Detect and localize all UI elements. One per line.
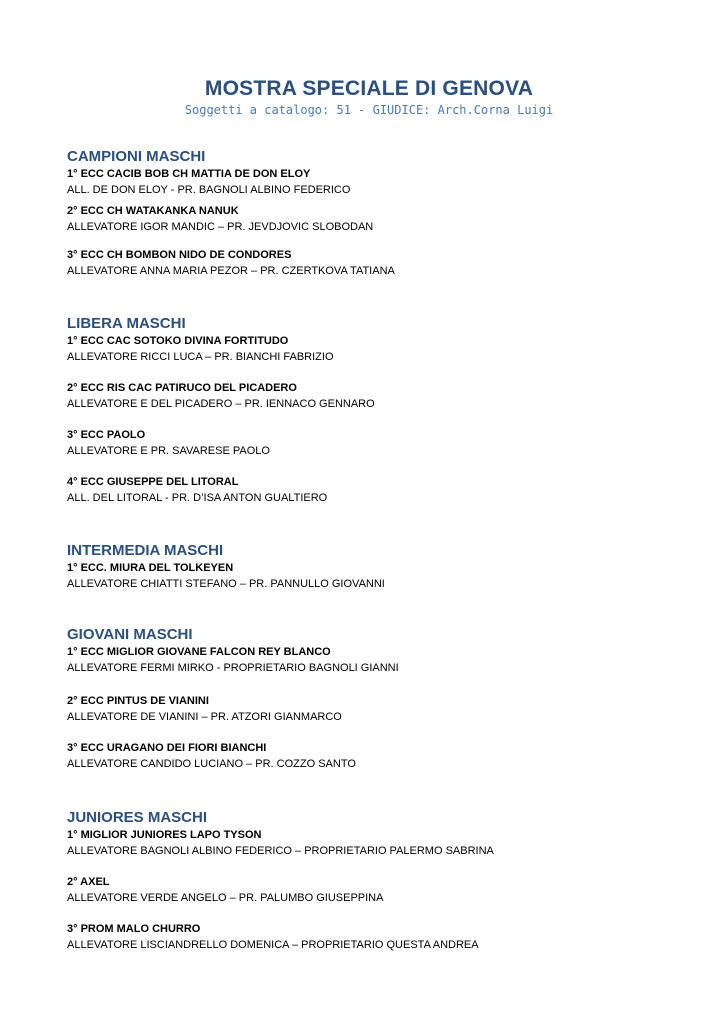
result-entry (67, 381, 687, 412)
result-entry (67, 475, 687, 506)
section-campioni-maschi (67, 148, 687, 279)
entry-detail: ALLEVATORE E PR. SAVARESE PAOLO (67, 445, 270, 457)
entry-title: 3° ECC URAGANO DEI FIORI BIANCHI (67, 742, 267, 754)
entry-title: 1° ECC CAC SOTOKO DIVINA FORTITUDO (67, 335, 289, 347)
entry-title: 2° ECC PINTUS DE VIANINI (67, 695, 209, 707)
result-entry (67, 561, 687, 592)
entry-detail: ALL. DE DON ELOY - PR. BAGNOLI ALBINO FEDERICO (67, 184, 351, 196)
entry-detail: ALLEVATORE VERDE ANGELO – PR. PALUMBO GIUSEPPINA (67, 892, 384, 904)
entry-title: 1° ECC MIGLIOR GIOVANE FALCON REY BLANCO (67, 646, 331, 658)
result-entry (67, 741, 687, 772)
entry-detail: ALLEVATORE LISCIANDRELLO DOMENICA – PROPRIETARIO QUESTA ANDREA (67, 939, 479, 951)
section-giovani-maschi (67, 626, 687, 772)
section-title: CAMPIONI MASCHI (67, 148, 206, 165)
section-intermedia-maschi (67, 542, 687, 592)
document-subtitle: Soggetti a catalogo: 51 - GIUDICE: Arch.Corna Luigi (184, 103, 554, 117)
result-entry (67, 204, 687, 235)
entry-detail: ALL. DEL LITORAL - PR. D’ISA ANTON GUALTIERO (67, 492, 328, 504)
entry-title: 1° ECC CACIB BOB CH MATTIA DE DON ELOY (67, 168, 311, 180)
section-title: INTERMEDIA MASCHI (67, 542, 224, 559)
entry-title: 2° AXEL (67, 876, 110, 888)
entry-detail: ALLEVATORE RICCI LUCA – PR. BIANCHI FABRIZIO (67, 351, 334, 363)
entry-title: 3° PROM MALO CHURRO (67, 923, 201, 935)
entry-title: 3° ECC CH BOMBON NIDO DE CONDORES (67, 249, 292, 261)
section-title: LIBERA MASCHI (67, 315, 186, 332)
entry-detail: ALLEVATORE DE VIANINI – PR. ATZORI GIANMARCO (67, 711, 342, 723)
entry-detail: ALLEVATORE E DEL PICADERO – PR. IENNACO GENNARO (67, 398, 375, 410)
entry-title: 1° ECC. MIURA DEL TOLKEYEN (67, 562, 234, 574)
entry-detail: ALLEVATORE CHIATTI STEFANO – PR. PANNULLO GIOVANNI (67, 578, 385, 590)
entry-detail: ALLEVATORE CANDIDO LUCIANO – PR. COZZO SANTO (67, 758, 356, 770)
document-title: MOSTRA SPECIALE DI GENOVA (204, 77, 534, 100)
result-entry (67, 922, 687, 953)
result-entry (67, 694, 687, 725)
result-entry (67, 428, 687, 459)
entry-detail: ALLEVATORE BAGNOLI ALBINO FEDERICO – PROPRIETARIO PALERMO SABRINA (67, 845, 494, 857)
result-entry (67, 875, 687, 906)
result-entry (67, 167, 687, 198)
document-header (0, 78, 724, 118)
entry-title: 3° ECC PAOLO (67, 429, 146, 441)
result-entry (67, 828, 687, 859)
entry-detail: ALLEVATORE FERMI MIRKO - PROPRIETARIO BAGNOLI GIANNI (67, 662, 399, 674)
entry-detail: ALLEVATORE ANNA MARIA PEZOR – PR. CZERTKOVA TATIANA (67, 265, 395, 277)
entry-title: 2° ECC CH WATAKANKA NANUK (67, 205, 239, 217)
section-libera-maschi (67, 315, 687, 506)
result-entry (67, 248, 687, 279)
section-juniores-maschi (67, 809, 687, 953)
section-title: JUNIORES MASCHI (67, 809, 208, 826)
result-entry (67, 334, 687, 365)
result-entry (67, 645, 687, 676)
entry-detail: ALLEVATORE IGOR MANDIC – PR. JEVDJOVIC SLOBODAN (67, 221, 374, 233)
entry-title: 4° ECC GIUSEPPE DEL LITORAL (67, 476, 239, 488)
section-title: GIOVANI MASCHI (67, 626, 193, 643)
entry-title: 1° MIGLIOR JUNIORES LAPO TYSON (67, 829, 262, 841)
entry-title: 2° ECC RIS CAC PATIRUCO DEL PICADERO (67, 382, 297, 394)
